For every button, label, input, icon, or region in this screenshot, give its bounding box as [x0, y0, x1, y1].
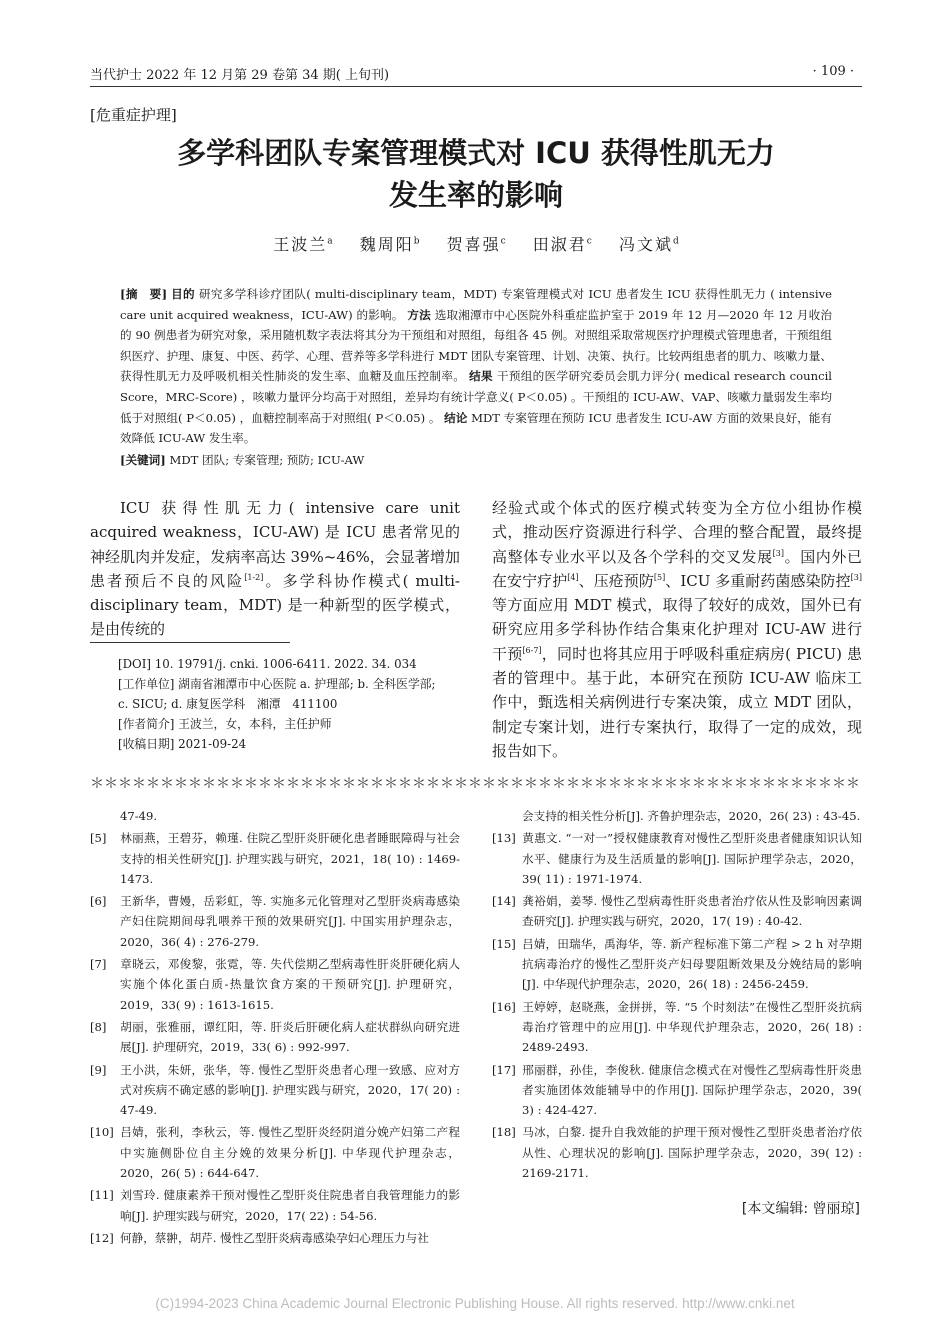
running-header-journal: 当代护士 2022 年 12 月第 29 卷第 34 期( 上旬刊): [90, 68, 390, 83]
abstract-label: [摘 要]: [120, 287, 168, 301]
keywords: [120, 450, 832, 470]
footnote-doi: [DOI] 10. 19791/j. cnki. 1006-6411. 2022. 34. 034: [118, 657, 417, 671]
editor-credit: [本文编辑: 曾丽琼]: [741, 1201, 860, 1217]
conclusion-label: 结论: [444, 410, 468, 425]
body-left-column: ICU 获得性肌无力( intensive care unit acquired weakness，ICU-AW) 是 ICU 患者常见的神经肌肉并发症，发病率高达 39%~46%，会显著增加患者预后不良的风险[1-2]。多学科协作模式( multi-disciplinary team，MDT) 是一种新型的医学模式，是由传统的: [90, 499, 460, 639]
author: 王波兰$^a$: [273, 235, 333, 254]
objective-label: 目的: [171, 287, 195, 301]
reference-item: [12] 何静，蔡翀，胡芹. 慢性乙型肝炎病毒感染孕妇心理压力与社: [90, 1230, 429, 1245]
reference-item: [6] 王新华，曹嫚，岳彩虹，等. 实施多元化管理对乙型肝炎病毒感染产妇住院期间母乳喂养干预的效果研究[J]. 中国实用护理杂志，2020，36( 4) : 276-279.: [90, 894, 460, 949]
footnote-affiliation-cont: c. SICU; d. 康复医学科 湘潭 411100: [118, 697, 338, 711]
footnotes: [118, 654, 458, 754]
author: 贺喜强$^c$: [446, 235, 506, 254]
reference-item: [11] 刘雪玲. 健康素养干预对慢性乙型肝炎住院患者自我管理能力的影响[J]. 护理实践与研究，2020，17( 22) : 54-56.: [90, 1188, 460, 1223]
section-tag: [危重症护理]: [90, 106, 177, 124]
conclusion-text: MDT 专案管理在预防 ICU 患者发生 ICU-AW 方面的效果良好，能有效降低 ICU-AW 发生率。: [120, 410, 832, 446]
methods-label: 方法: [407, 307, 431, 322]
keywords-text: MDT 团队; 专案管理; 预防; ICU-AW: [169, 453, 365, 467]
reference-item: [13] 黄惠文. “一对一”授权健康教育对慢性乙型肝炎患者健康知识认知水平、健康行为及生活质量的影响[J]. 国际护理学杂志，2020，39( 11) : 1971-1974.: [492, 831, 862, 886]
results-label: 结果: [469, 369, 493, 384]
section-separator: ＊＊＊＊＊＊＊＊＊＊＊＊＊＊＊＊＊＊＊＊＊＊＊＊＊＊＊＊＊＊＊＊＊＊＊＊＊＊＊＊＊＊＊＊＊＊＊＊＊＊＊＊＊＊＊: [90, 776, 860, 792]
reference-item: [5] 林丽燕，王碧芬，赖瑾. 住院乙型肝炎肝硬化患者睡眠障碍与社会支持的相关性研究[J]. 护理实践与研究，2021，18( 10) : 1469-1473.: [90, 831, 460, 886]
citation: [6-7]: [522, 645, 542, 655]
reference-item: [9] 王小洪，朱妍，张华，等. 慢性乙型肝炎患者心理一致感、应对方式对疾病不确定感的影响[J]. 护理实践与研究，2020，17( 20) : 47-49.: [90, 1062, 460, 1118]
citation: [1-2]: [244, 572, 264, 582]
citation: [3]: [850, 572, 862, 582]
citation: [4]: [567, 572, 579, 582]
reference-item: [8] 胡丽，张雅丽，谭红阳，等. 肝炎后肝硬化病人症状群纵向研究进展[J]. 护理研究，2019，33( 6) : 992-997.: [90, 1019, 460, 1055]
body-paragraph: ICU 获得性肌无力( intensive care unit acquired weakness，ICU-AW) 是 ICU 患者常见的神经肌肉并发症，发病率高达 39%~46%，会显著增加患者预后不良的风险: [90, 499, 460, 590]
reference-item: [17] 邢丽群，孙佳，李俊秋. 健康信念模式在对慢性乙型病毒性肝炎患者实施团体效能辅导中的作用[J]. 国际护理学杂志，2020，39( 3) : 424-427.: [492, 1062, 862, 1118]
body-right-column: 经验式或个体式的医疗模式转变为全方位小组协作模式，推动医疗资源进行科学、合理的整合配置，最终提高整体专业水平以及各个学科的交叉发展[3]。国内外已在安宁疗护[4]、压疮预防[5]、ICU 多重耐药菌感染防控[3]等方面应用 MDT 模式，取得了较好的成效，国外已有研究应用多学科协作结合集束化护理对 ICU-AW 进行干预[6-7]，同时也将其应用于呼吸科重症病房( PICU) 患者的管理中。基于此，本研究在预防 ICU-AW 临床工作中，甄选相关病例进行专案决策，成立 MDT 团队，制定专案计划，进行专案执行，取得了一定的成效，现报告如下。: [492, 499, 862, 760]
methods-text: 选取湘潭市中心医院外科重症监护室于 2019 年 12 月—2020 年 12 月收治的 90 例患者为研究对象，采用随机数字表法将其分为干预组和对照组，每组各 45 例。对照组采取常规医疗护理模式管理患者，干预组组织医疗、护理、康复、中医、药学、心理、营养等多学科进行 MDT 团队专案管理、计划、决策、执行。比较两组患者的肌力、咳嗽力量、获得性肌无力及呼吸机相关性肺炎的发生率、血糖及血压控制率。: [120, 307, 832, 384]
objective-text: 研究多学科诊疗团队( multi-disciplinary team，MDT) 专案管理模式对 ICU 患者发生 ICU 获得性肌无力 ( intensive care unit acquired weakness，ICU-AW) 的影响。: [120, 287, 832, 322]
copyright-watermark: (C)1994-2023 China Academic Journal Electronic Publishing House. All rights reserved. http://www.cnki.net: [155, 1296, 795, 1311]
citation: [5]: [653, 572, 666, 582]
author: 冯文斌$^d$: [618, 235, 679, 254]
title-line-2: 发生率的影响: [388, 178, 563, 212]
author-list: [90, 232, 862, 255]
header-rule: [90, 86, 862, 87]
article-title: [90, 132, 862, 216]
citation: [3]: [772, 548, 785, 558]
abstract: [120, 284, 832, 449]
reference-item: [18] 马冰，白黎. 提升自我效能的护理干预对慢性乙型肝炎患者治疗依从性、心理状况的影响[J]. 国际护理学杂志，2020，39( 12) : 2169-2171.: [492, 1125, 862, 1181]
author: 魏周阳$^b$: [359, 235, 420, 254]
references-left: [90, 806, 460, 1250]
footnote-received: [收稿日期] 2021-09-24: [118, 737, 247, 751]
footnote-rule: [90, 642, 290, 643]
footnote-author-bio: [作者简介] 王波兰，女，本科，主任护师: [118, 717, 332, 731]
reference-item: [16] 王婷婷，赵晓燕，金拼拼，等. “5 个时刻法”在慢性乙型肝炎抗病毒治疗管理中的应用[J]. 中华现代护理杂志，2020，26( 18) : 2489-2493.: [492, 999, 862, 1055]
reference-item: [15] 吕婧，田瑞华，禹海华，等. 新产程标准下第二产程 > 2 h 对孕期抗病毒治疗的慢性乙型肝炎产妇母婴阻断效果及分娩结局的影响[J]. 中华现代护理杂志，2020，26( 18) : 2456-2459.: [492, 936, 862, 992]
reference-item: [7] 章晓云，邓俊黎，张霓，等. 失代偿期乙型病毒性肝炎肝硬化病人实施个体化蛋白质-热量饮食方案的干预研究[J]. 护理研究，2019，33( 9) : 1613-1615.: [90, 957, 460, 1012]
title-line-1: 多学科团队专案管理模式对 ICU 获得性肌无力: [177, 136, 775, 170]
author: 田淑君$^c$: [532, 235, 592, 254]
references-right: [492, 806, 862, 1185]
reference-continuation: 会支持的相关性分析[J]. 齐鲁护理杂志，2020，26( 23) : 43-45.: [522, 809, 861, 823]
footnote-affiliation: [工作单位] 湖南省湘潭市中心医院 a. 护理部; b. 全科医学部;: [118, 677, 436, 691]
keywords-label: [关键词]: [120, 453, 166, 467]
reference-item: [14] 龚裕娟，姜琴. 慢性乙型病毒性肝炎患者治疗依从性及影响因素调查研究[J]. 护理实践与研究，2020，17( 19) : 40-42.: [492, 894, 862, 929]
page-number: · 109 ·: [812, 64, 854, 79]
reference-item: [10] 吕婧，张利，李秋云，等. 慢性乙型肝炎经阴道分娩产妇第二产程中实施侧卧位自主分娩的效果分析[J]. 中华现代护理杂志，2020，26( 5) : 644-647.: [90, 1125, 460, 1181]
reference-continuation: 47-49.: [120, 809, 158, 823]
results-text: 干预组的医学研究委员会肌力评分( medical research council Score，MRC-Score) ，咳嗽力量评分均高于对照组，差异均有统计学意义( P＜0.05) 。干预组的 ICU-AW、VAP、咳嗽力量弱发生率均低于对照组( P＜0.05) ，血糖控制率高于对照组( P＜0.05) 。: [120, 369, 832, 425]
